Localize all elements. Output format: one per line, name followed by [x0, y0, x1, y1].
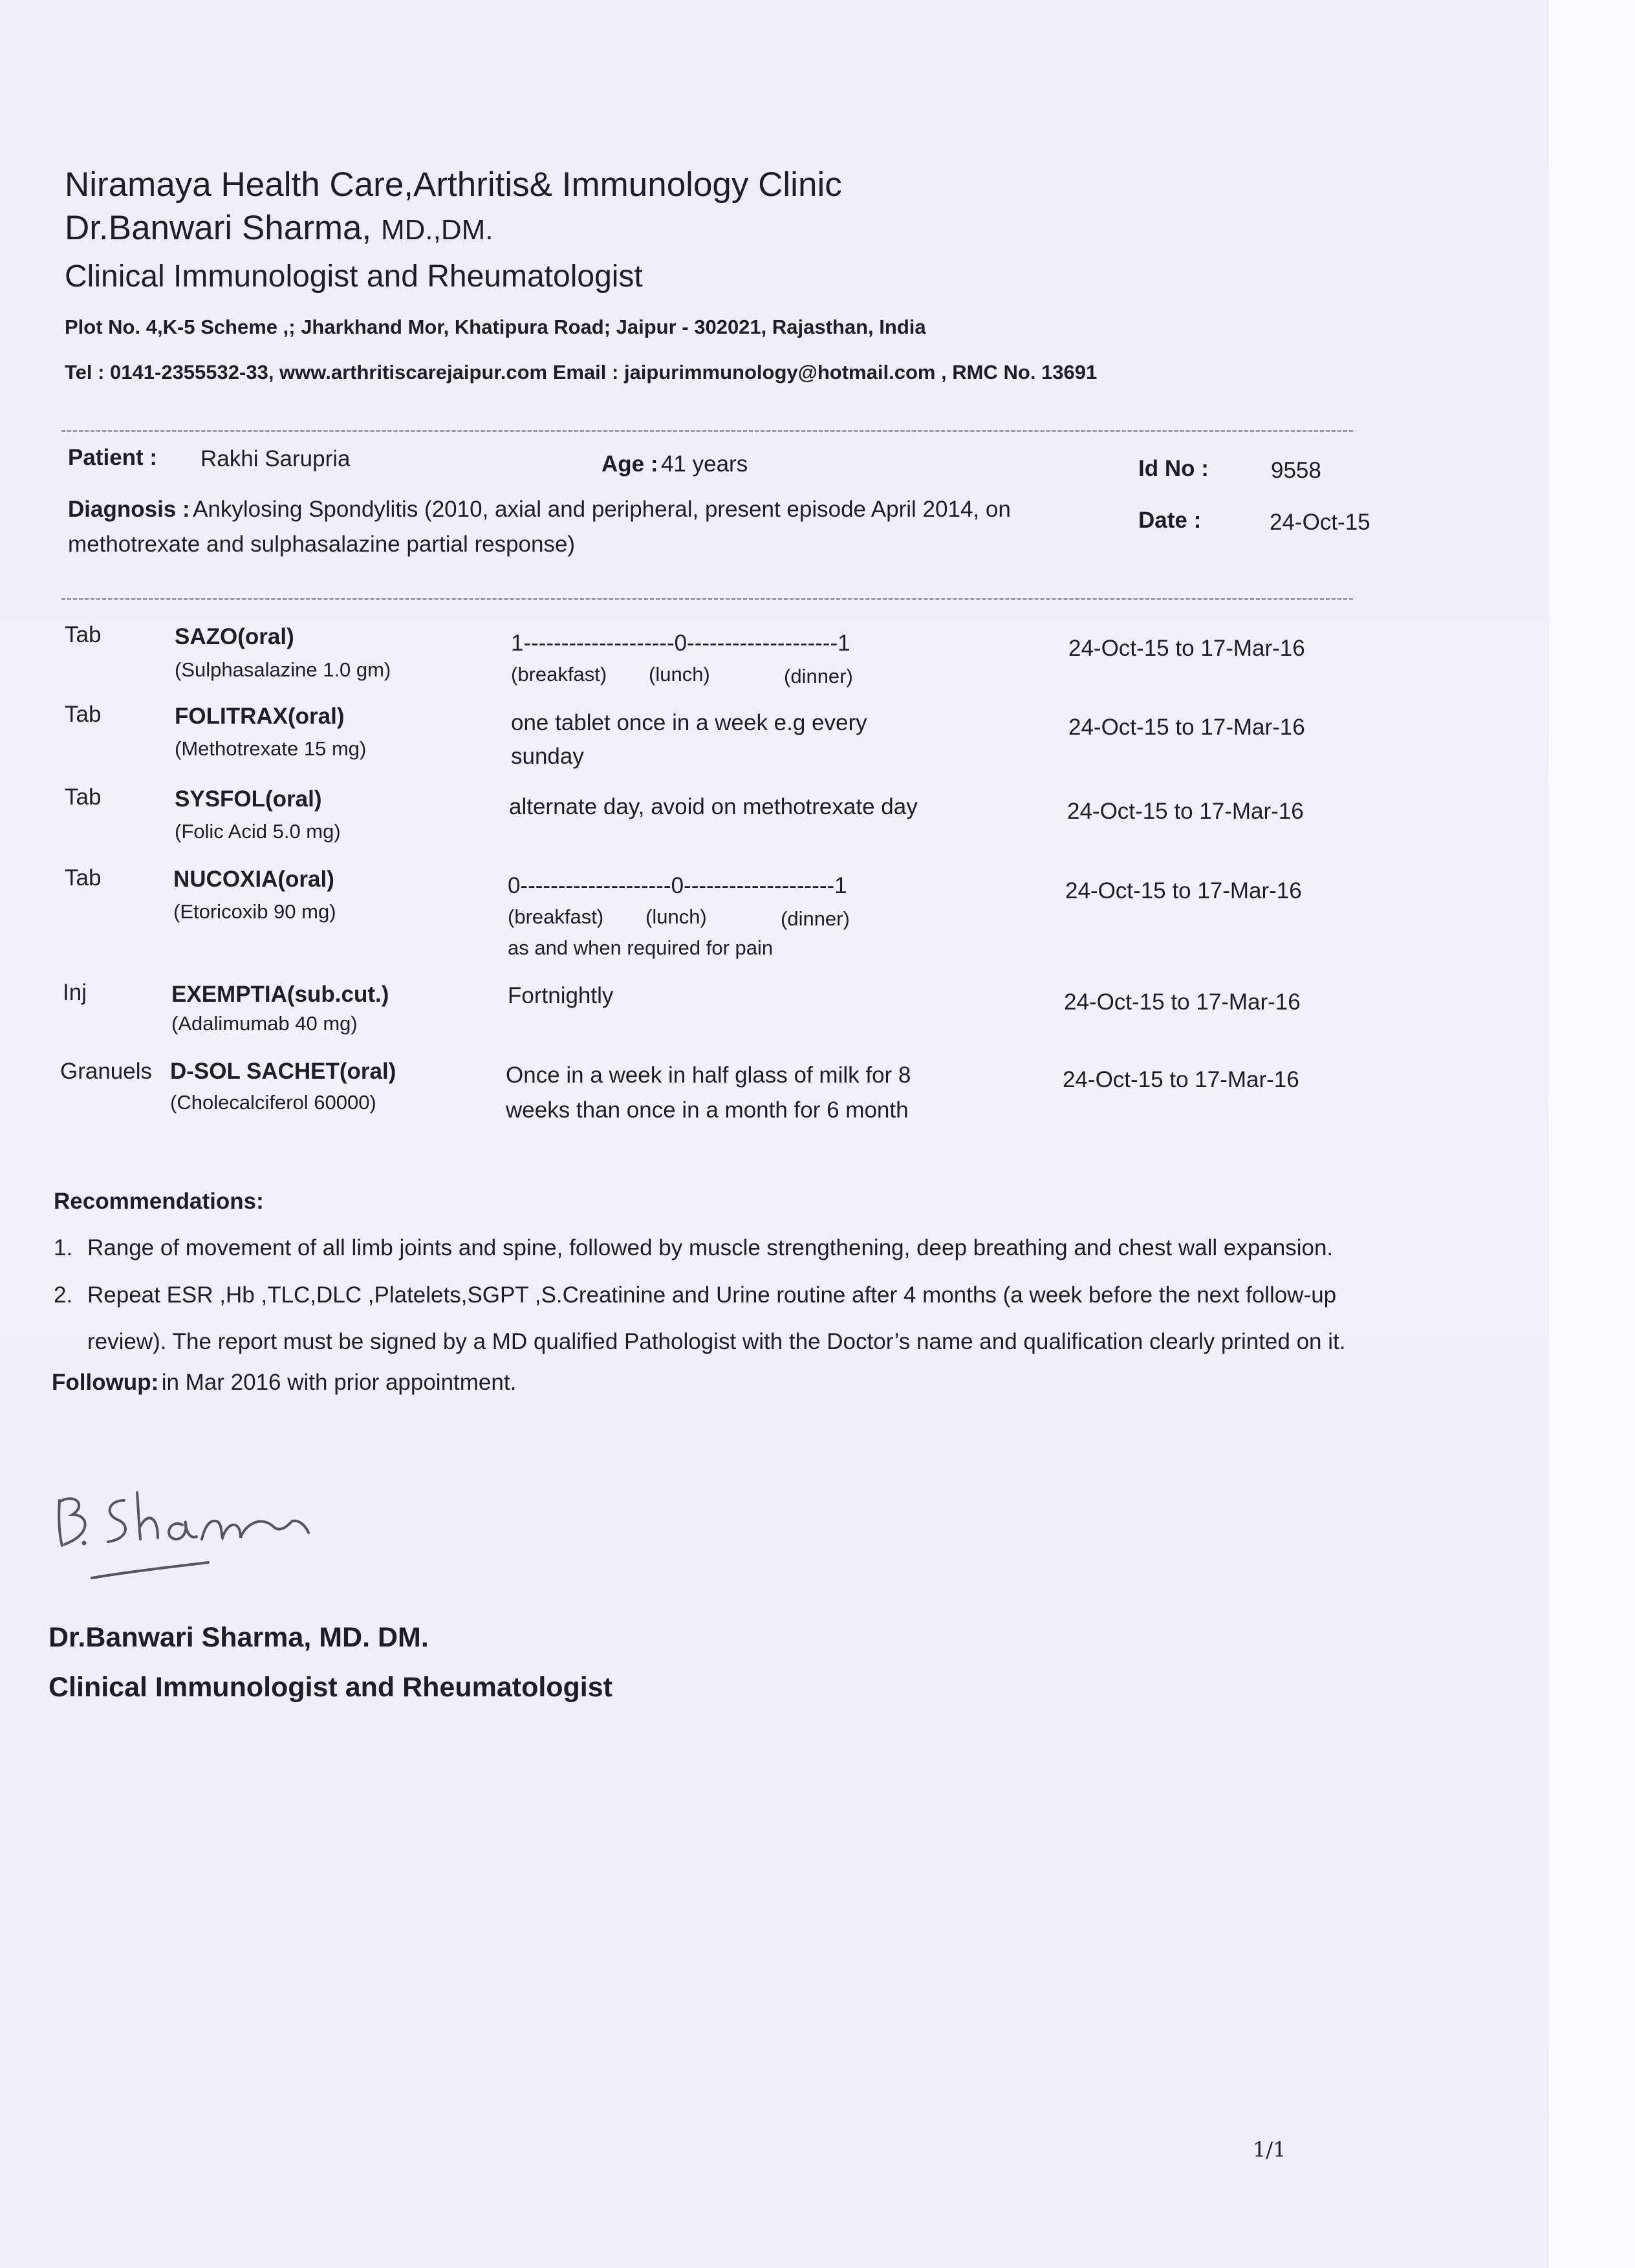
patient-name: Rakhi Sarupria: [200, 446, 351, 471]
id-value: 9558: [1271, 458, 1321, 483]
signature-icon: [47, 1474, 331, 1584]
med-dose-line2: sunday: [511, 744, 584, 769]
recommendations-title: Recommendations:: [54, 1189, 264, 1214]
med-name: FOLITRAX(oral): [175, 704, 345, 729]
clinic-name: Niramaya Health Care,Arthritis& Immunology Clinic: [65, 166, 842, 204]
med-generic: (Etoricoxib 90 mg): [173, 900, 336, 923]
med-dose: 0--------------------0--------------------1: [508, 873, 847, 898]
med-name: SYSFOL(oral): [175, 786, 322, 812]
med-duration: 24-Oct-15 to 17-Mar-16: [1067, 799, 1304, 824]
med-generic: (Folic Acid 5.0 mg): [175, 820, 341, 843]
meal-lunch: (lunch): [645, 905, 707, 928]
med-dose: Fortnightly: [508, 983, 614, 1008]
med-form: Tab: [65, 702, 102, 727]
recommendation-number: 2.: [54, 1282, 73, 1308]
diagnosis: [68, 497, 1011, 523]
med-dose: alternate day, avoid on methotrexate day: [509, 794, 918, 819]
followup-label: Followup:: [52, 1370, 159, 1395]
doctor-name: Dr.Banwari Sharma,: [65, 209, 372, 247]
age-value: 41 years: [660, 451, 748, 477]
age-label: Age :: [601, 451, 658, 477]
patient-label: Patient :: [68, 445, 158, 470]
page-number: 1/1: [1253, 2137, 1286, 2162]
med-generic: (Cholecalciferol 60000): [170, 1091, 376, 1114]
handwritten-signature: [47, 1474, 331, 1584]
divider: [61, 430, 1353, 432]
scan-margin: [1549, 0, 1635, 2268]
med-duration: 24-Oct-15 to 17-Mar-16: [1065, 878, 1302, 903]
date-value: 24-Oct-15: [1270, 510, 1370, 535]
med-dose-line2: weeks than once in a month for 6 month: [506, 1097, 909, 1123]
diagnosis-line2: methotrexate and sulphasalazine partial response): [68, 532, 576, 557]
signatory-name: Dr.Banwari Sharma, MD. DM.: [49, 1622, 429, 1653]
med-duration: 24-Oct-15 to 17-Mar-16: [1068, 636, 1305, 661]
recommendation-1: Range of movement of all limb joints and spine, followed by muscle strengthening, deep breathing and chest wall expansion.: [87, 1235, 1334, 1260]
med-form: Granuels: [60, 1059, 153, 1084]
med-name: NUCOXIA(oral): [173, 867, 334, 892]
med-duration: 24-Oct-15 to 17-Mar-16: [1064, 989, 1301, 1015]
followup-value: in Mar 2016 with prior appointment.: [161, 1370, 517, 1395]
med-dose-line1: one tablet once in a week e.g every: [511, 710, 867, 735]
med-note: as and when required for pain: [508, 936, 774, 959]
signatory-title: Clinical Immunologist and Rheumatologist: [49, 1672, 612, 1703]
recommendation-2-line1: Repeat ESR ,Hb ,TLC,DLC ,Platelets,SGPT ,S.Creatinine and Urine routine after 4 months (a week before the next follow-up: [87, 1282, 1337, 1308]
med-duration: 24-Oct-15 to 17-Mar-16: [1063, 1067, 1299, 1092]
meal-lunch: (lunch): [649, 663, 710, 686]
meal-dinner: (dinner): [784, 665, 853, 687]
clinic-address: Plot No. 4,K-5 Scheme ,; Jharkhand Mor, Khatipura Road; Jaipur - 302021, Rajasthan, India: [65, 316, 926, 338]
med-dose: 1--------------------0--------------------1: [511, 631, 850, 656]
med-name: SAZO(oral): [175, 624, 294, 649]
med-form: Tab: [65, 865, 102, 891]
date-label: Date :: [1138, 508, 1202, 533]
recommendation-2-line2: review). The report must be signed by a MD qualified Pathologist with the Doctor’s name and qualification clearly printed on it.: [87, 1329, 1346, 1354]
med-dose-line1: Once in a week in half glass of milk for 8: [506, 1063, 911, 1088]
med-duration: 24-Oct-15 to 17-Mar-16: [1068, 715, 1305, 740]
meal-breakfast: (breakfast): [508, 905, 604, 928]
recommendation-number: 1.: [54, 1235, 73, 1260]
med-generic: (Adalimumab 40 mg): [171, 1012, 358, 1035]
id-label: Id No :: [1138, 456, 1209, 481]
meal-dinner: (dinner): [781, 907, 850, 930]
followup: [52, 1370, 516, 1396]
doctor-name-header: [65, 208, 493, 248]
med-name: EXEMPTIA(sub.cut.): [171, 982, 389, 1007]
clinic-contact: Tel : 0141-2355532-33, www.arthritiscarejaipur.com Email : jaipurimmunology@hotmail.com , RMC No. 13691: [65, 361, 1098, 383]
med-generic: (Sulphasalazine 1.0 gm): [175, 658, 391, 681]
diagnosis-line1: Ankylosing Spondylitis (2010, axial and peripheral, present episode April 2014, on: [193, 497, 1011, 522]
doctor-qualifications: MD.,DM.: [380, 214, 493, 246]
med-name: D-SOL SACHET(oral): [170, 1059, 396, 1084]
med-form: Tab: [65, 784, 102, 810]
doctor-title: Clinical Immunologist and Rheumatologist: [65, 259, 643, 294]
med-form: Tab: [65, 622, 102, 647]
med-generic: (Methotrexate 15 mg): [175, 737, 367, 760]
diagnosis-label: Diagnosis :: [68, 497, 190, 522]
med-form: Inj: [63, 980, 87, 1005]
meal-breakfast: (breakfast): [511, 663, 607, 686]
divider: [61, 598, 1353, 600]
patient-age: [601, 451, 748, 477]
